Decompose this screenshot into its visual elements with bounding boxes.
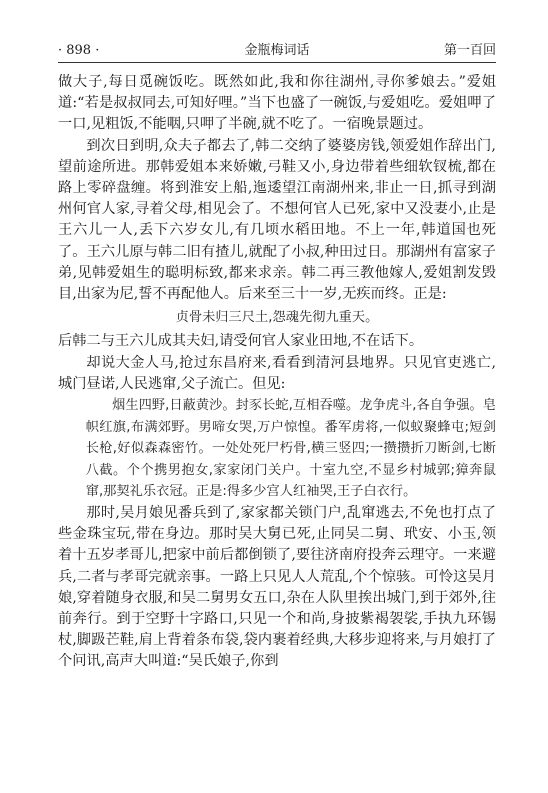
page-number: · 898 · — [58, 43, 100, 58]
header-rule — [58, 62, 496, 63]
paragraph-marriage: 后韩二与王六儿成其夫妇,请受何官人家业田地,不在话下。 — [58, 333, 424, 350]
verse-text: 烟生四野,日蔽黄沙。封豕长蛇,互相吞噬。龙争虎斗,各自争强。皂帜红旗,布满郊野。男啼女哭,万户惊惶。番军虏将,一似蚁聚蜂屯;短剑长枪,好似森森密竹。一处处死尸朽骨,横三竖四;一攒攒折刀断剑,七断八截。个个携男抱女,家家闭门关户。十室九空,不显乡村城郭;獐奔鼠窜,那契礼乐衣冠。正是:得多少宫人红袖哭,王子白衣行。 — [85, 398, 496, 500]
poem-couplet: 贞骨未归三尺土,怨魂先彻九重天。 — [175, 310, 379, 326]
paragraph-wu-yueniang-flight: 那时,吴月娘见番兵到了,家家都关锁门户,乱窜逃去,不免也打点了些金珠宝玩,带在身边。那时吴大舅已死,止同吴二舅、玳安、小玉,领着十五岁孝哥儿,把家中前后都倒锁了,要往济南府投奔云理守。一来避兵,二者与孝哥完就亲事。一路上只见人人荒乱,个个惊骇。可怜这吴月娘,穿着随身衣服,和吴二舅男女五口,杂在人队里挨出城门,到于郊外,往前奔行。到于空野十字路口,只见一个和尚,身披紫褐袈裟,手执九环锡杖,脚趿芒鞋,肩上背着条布袋,袋内裹着经典,大移步迎将来,与月娘打了个问讯,高声大叫道:“吴氏娘子,你到 — [58, 505, 496, 670]
page-body — [58, 72, 496, 673]
chapter-title: 第一百回 — [443, 43, 496, 58]
paragraph-continuation: 做大子,每日觅碗饭吃。既然如此,我和你往湖州,寻你爹娘去。”爱姐道:“若是叔叔同去,可知好哩。”当下也盛了一碗饭,与爱姐吃。爱姐呷了一口,见粗饭,不能咽,只呷了半碗,就不吃了。一宿晚景题过。 — [58, 74, 496, 133]
page-header — [58, 40, 496, 62]
paragraph-jin-army: 却说大金人马,抢过东昌府来,看看到清河县地界。只见官吏逃亡,城门昼诺,人民逃窜,父子流亡。但见: — [58, 354, 496, 392]
book-title: 金瓶梅词话 — [244, 43, 310, 58]
verse-war-description — [58, 395, 496, 503]
paragraph-han-aijie-journey: 到次日到明,众夫子都去了,韩二交纳了婆婆房钱,领爱姐作辞出门,望前途所进。那韩爱姐本来娇嫩,弓鞋又小,身边带着些细软钗梳,都在路上零碎盘缠。将到淮安上船,迤逶望江南湖州来,非止一日,抓寻到湖州何官人家,寻着父母,相见会了。不想何官人已死,家中又没妻小,止是王六儿一人,丢下六岁女儿,有几顷水稻田地。不上一年,韩道国也死了。王六儿原与韩二旧有揸儿,就配了小叔,种田过日。那湖州有富家子弟,见韩爱姐生的聪明标致,都来求亲。韩二再三教他嫁人,爱姐割发毁目,出家为尼,誓不再配他人。后来至三十一岁,无疾而终。正是: — [58, 137, 496, 303]
